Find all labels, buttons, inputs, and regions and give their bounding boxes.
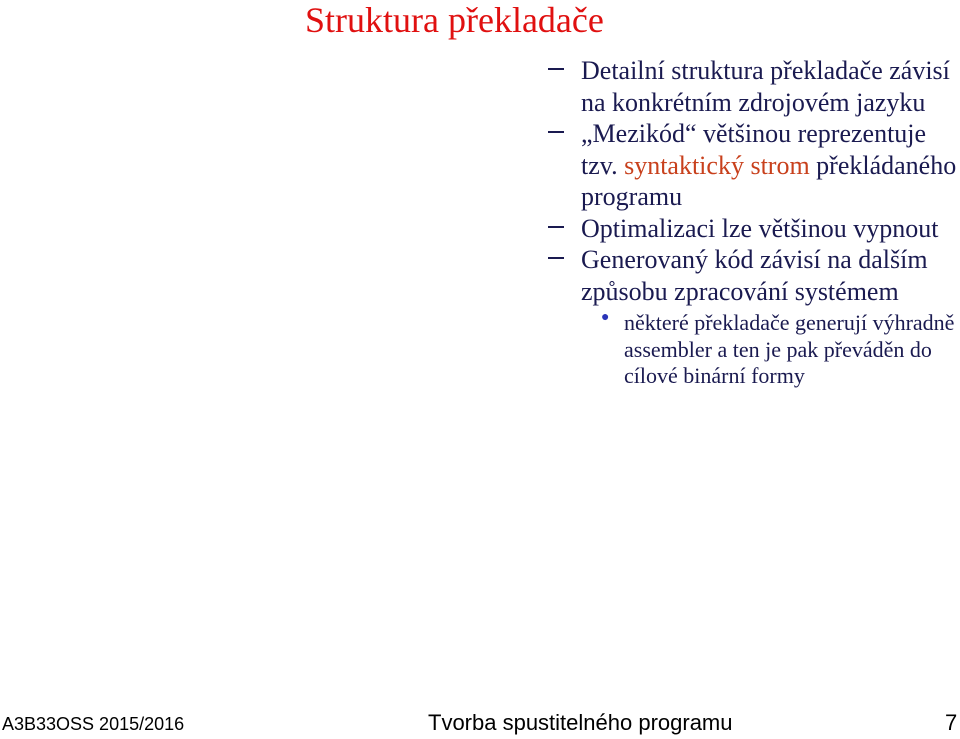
dot-bullet-icon: ●: [601, 310, 610, 325]
dash-bullet-icon: [548, 257, 564, 259]
bullet-item: [548, 55, 960, 118]
bullet-text: Optimalizaci lze většinou vypnout: [581, 213, 939, 243]
footer-course: A3B33OSS 2015/2016: [2, 714, 185, 734]
dash-bullet-icon: [548, 226, 564, 228]
bullet-item: [548, 118, 960, 213]
bullet-text: „Mezikód“ většinou reprezentuje tzv.: [581, 119, 927, 180]
bullet-item: [548, 244, 960, 307]
slide-content: [548, 55, 960, 390]
dash-bullet-icon: [548, 68, 564, 70]
bullet-text: Detailní struktura překladače závisí na konkrétním zdrojovém jazyku: [581, 56, 950, 117]
bullet-text: Generovaný kód závisí na dalším způsobu zpracování systémem: [581, 245, 928, 306]
bullet-text: překládaného programu: [581, 150, 957, 211]
footer-topic: Tvorba spustitelného programu: [428, 710, 733, 735]
slide-title: Struktura překladače: [305, 0, 604, 40]
bullet-item: [548, 213, 960, 245]
page-number: 7: [945, 710, 958, 735]
sub-bullet-item: [601, 310, 960, 390]
sub-bullet-text: některé překladače generují výhradně assembler a ten je pak převáděn do cílové binární formy: [624, 310, 955, 388]
highlighted-term: syntaktický strom: [624, 150, 810, 180]
dash-bullet-icon: [548, 131, 564, 133]
